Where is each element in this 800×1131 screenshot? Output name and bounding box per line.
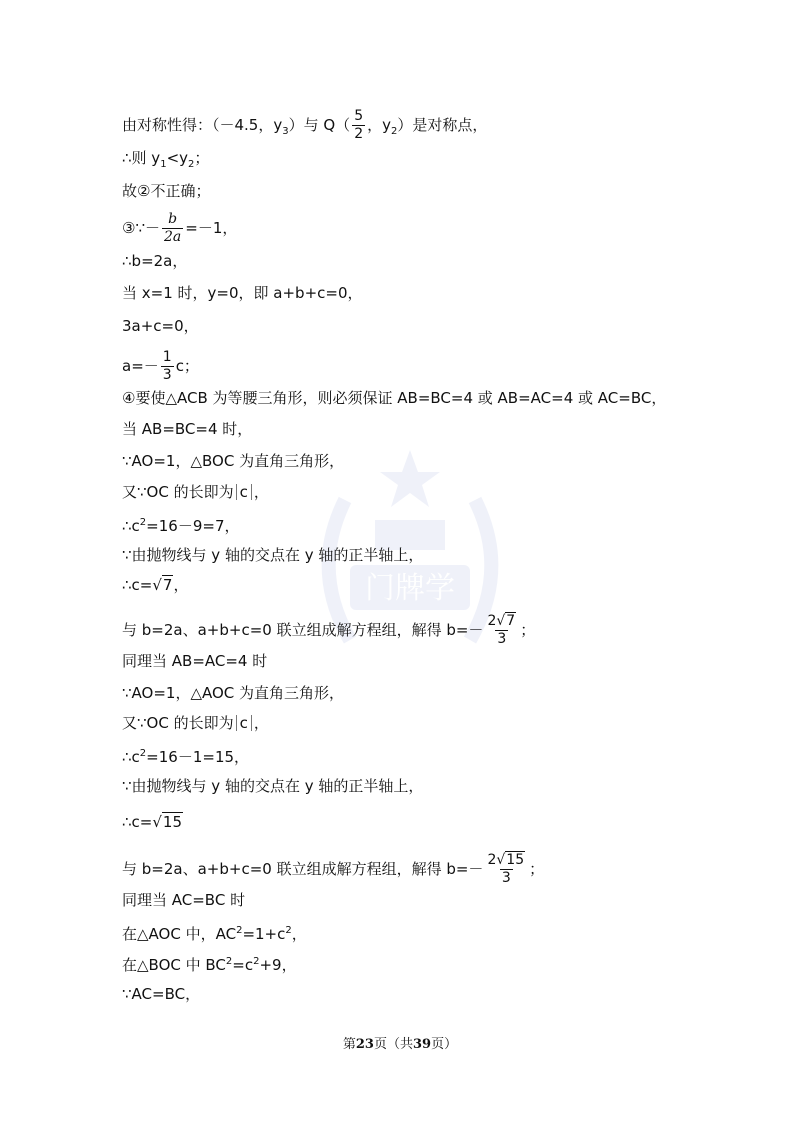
- line-13: $\therefore c^2=16-9=7$，: [122, 517, 240, 535]
- line-17: 同理当 AB=AC=4 时: [122, 652, 268, 670]
- page-footer: 第23页（共39页）: [342, 1037, 458, 1052]
- line-21: ∵由抛物线与 y 轴的交点在 y 轴的正半轴上，: [122, 777, 424, 795]
- line-22: ∴c=√15: [122, 813, 183, 831]
- line-25: 在△AOC 中，$AC^2=1+c^2$，: [122, 925, 307, 943]
- line-14: ∵由抛物线与 y 轴的交点在 y 轴的正半轴上，: [122, 546, 424, 564]
- line-8: a=－ $\frac{1}{3}$ c；: [122, 349, 199, 383]
- line-12: 又∵OC 的长即为 c ，: [122, 483, 269, 501]
- line-4: ③∵－ $\frac{b}{2a}$ =－1，: [122, 211, 238, 245]
- line-10: 当 AB=BC=4 时，: [122, 420, 253, 438]
- line-15: ∴c=√7，: [122, 576, 189, 594]
- line-27: ∵AC=BC，: [122, 985, 201, 1003]
- line-26: 在△BOC 中 $BC^2=c^2+9$，: [122, 956, 297, 974]
- fraction: $\frac{b}{2a}$: [164, 211, 182, 245]
- square-root: √7: [152, 576, 173, 594]
- line-23: 与 b=2a、a+b+c=0 联立组成解方程组，解得 b=－ $\frac{2√15}{3}$ ；: [122, 852, 545, 886]
- fraction: $\frac{2√15}{3}$: [487, 852, 525, 886]
- line-2: ∴则 $y_1<y_2$；: [122, 149, 210, 170]
- line-20: $\therefore c^2=16-1=15$，: [122, 748, 250, 766]
- square-root: √15: [152, 813, 183, 831]
- line-5: ∴b=2a，: [122, 252, 188, 270]
- line-11: ∵AO=1，△BOC 为直角三角形，: [122, 452, 345, 470]
- line-3: 故②不正确；: [122, 182, 211, 200]
- fraction: $\frac{2√7}{3}$: [487, 613, 516, 647]
- line-1: 由对称性得：（－4.5，$y_3$）与 Q（ $\frac{5}{2}$ ，$y_2$）是对称点，: [122, 108, 488, 142]
- line-24: 同理当 AC=BC 时: [122, 891, 246, 909]
- absolute-value: c: [236, 484, 252, 500]
- line-18: ∵AO=1，△AOC 为直角三角形，: [122, 684, 345, 702]
- absolute-value: c: [236, 715, 252, 731]
- current-page: 23: [355, 1037, 374, 1052]
- line-19: 又∵OC 的长即为 c ，: [122, 714, 269, 732]
- line-9: ④要使△ACB 为等腰三角形，则必须保证 AB=BC=4 或 AB=AC=4 或 AC=BC，: [122, 389, 667, 407]
- fraction: $\frac{1}{3}$: [162, 349, 172, 383]
- watermark-text: 门牌学: [365, 571, 455, 606]
- fraction: $\frac{5}{2}$: [354, 108, 364, 142]
- line-6: 当 x=1 时，y=0，即 a+b+c=0，: [122, 284, 363, 302]
- total-pages: 39: [413, 1037, 432, 1052]
- line-16: 与 b=2a、a+b+c=0 联立组成解方程组，解得 b=－ $\frac{2√7}{3}$ ；: [122, 613, 536, 647]
- line-7: 3a+c=0，: [122, 317, 199, 335]
